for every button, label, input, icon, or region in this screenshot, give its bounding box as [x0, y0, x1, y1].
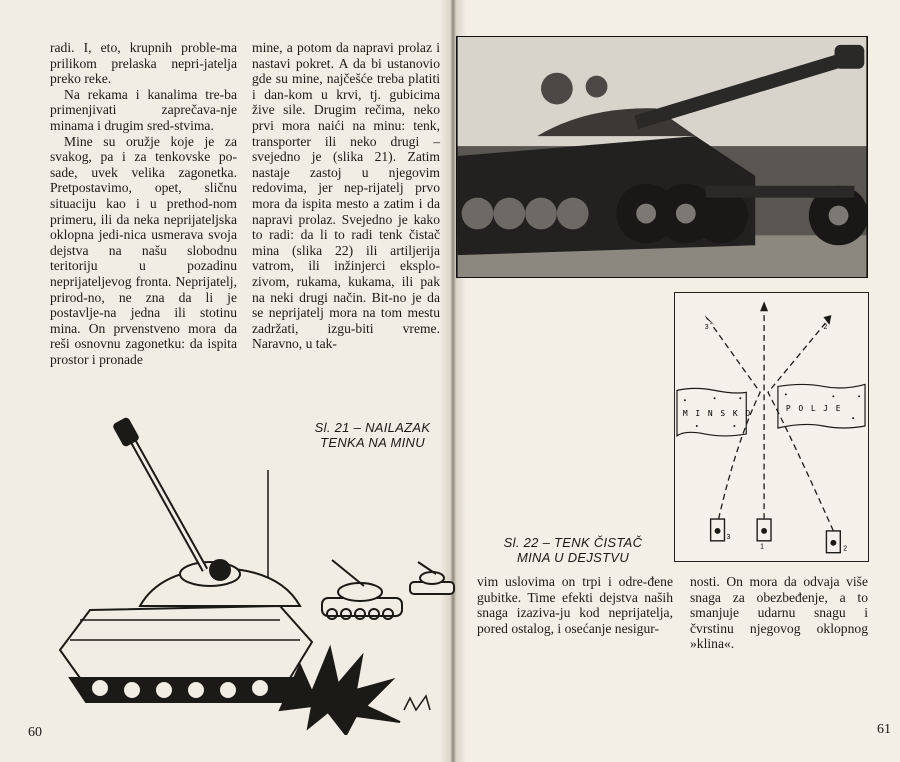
left-page-column-1: [50, 40, 237, 367]
far-tank: [410, 562, 454, 594]
minefield-right-label: P O L J E: [785, 404, 843, 414]
right-page-column-1: [477, 574, 673, 636]
distant-tank: [322, 560, 402, 619]
minefield-right: [778, 384, 865, 428]
paragraph: Na rekama i kanalima tre-ba primenjivati zaprečava-nje minama i drugim sred-stvima.: [50, 86, 237, 133]
paragraph: mine, a potom da napravi prolaz i nastavi pokret. A da bi ustanovio gde su mine, najčešće treba platiti i dan-kom u krvi, tj. gubicima žive sile. Drugim rečima, neko prvi mora naići na minu: tenk, transporter ili neko drugi – svejedno je (slika 21). Zatim nastaje zastoj u njegovim redovima, jer nep-rijatelj prvo mora da ispita mesto a zatim i da napravi prolaz. Svejedno je kako to radi: da li to radi tenk čistač mina (slika 22) ili artiljerija vatrom, ili inžinjerci eksplo-zivom, rukama, kukama, ili pak na neki drugi način. Bit-no je da se neprijatelj mora na tom mestu zadržati, izgu-biti vreme. Naravno, u tak-: [252, 40, 440, 352]
tank-marker-3: [711, 519, 731, 541]
foreground-tank: [60, 418, 312, 702]
paragraph: Mine su oružje koje je za svakog, pa i za tenkovske po-sade, uvek velika zagonetka. Pretpostavimo, opet, sličnu situaciju kao i u prethod-nom primeru, ili da neka neprijateljska oklopna jedi-nica usmerava svoja dejstva na našu slobodnu teritoriju u pozadinu neprijateljevog fronta. Neprijatelj, prirod-no, ne zna da li je postavlje-na jedna ili stotinu mina. On prvenstveno mora da reši osnovnu zagonetku: da ispita prostor i pronade: [50, 133, 237, 367]
page-number-right: 61: [877, 722, 891, 737]
tank-marker-2: [826, 531, 847, 553]
paragraph: vim uslovima on trpi i odre-đene gubitke. Time efekti dejstva naših snaga izaziva-ju kod neprijatelja, pored ostalog, i osećanje nesigur-: [477, 574, 673, 636]
caption-line: Sl. 22 – TENK ČISTAČ: [503, 535, 643, 550]
right-page-column-2: [690, 574, 868, 652]
page-number-left: 60: [28, 725, 42, 740]
caption-line: Sl. 21 – NAILAZAK: [314, 420, 431, 435]
mine-clearing-tank-photo: [456, 36, 868, 278]
tank-label: 2: [843, 545, 848, 553]
figure-22-caption: [488, 535, 658, 565]
tank-mine-drawing: [50, 410, 458, 735]
arrow-label: 3: [704, 324, 709, 332]
paragraph: radi. I, eto, krupnih proble-ma prilikom prelaska nepri-jatelja preko reke.: [50, 40, 237, 87]
arrow-label: 2: [823, 324, 828, 332]
caption-line: MINA U DEJSTVU: [516, 550, 630, 565]
minefield-left-label: M I N S K O: [682, 409, 752, 419]
tank-marker-1: [757, 519, 771, 551]
tank-label: 1: [760, 543, 764, 551]
paragraph: nosti. On mora da odvaja više snaga za obezbeđenje, a to smanjuje udarnu snagu i čvrstinu njegovog oklopnog »klina«.: [690, 574, 868, 652]
minefield-diagram: [674, 292, 869, 562]
tank-label: 3: [726, 533, 731, 541]
left-page-column-2: [252, 40, 440, 352]
caption-line: TENKA NA MINU: [320, 435, 425, 450]
minefield-left: [677, 388, 752, 436]
arrowheads: [705, 301, 832, 325]
